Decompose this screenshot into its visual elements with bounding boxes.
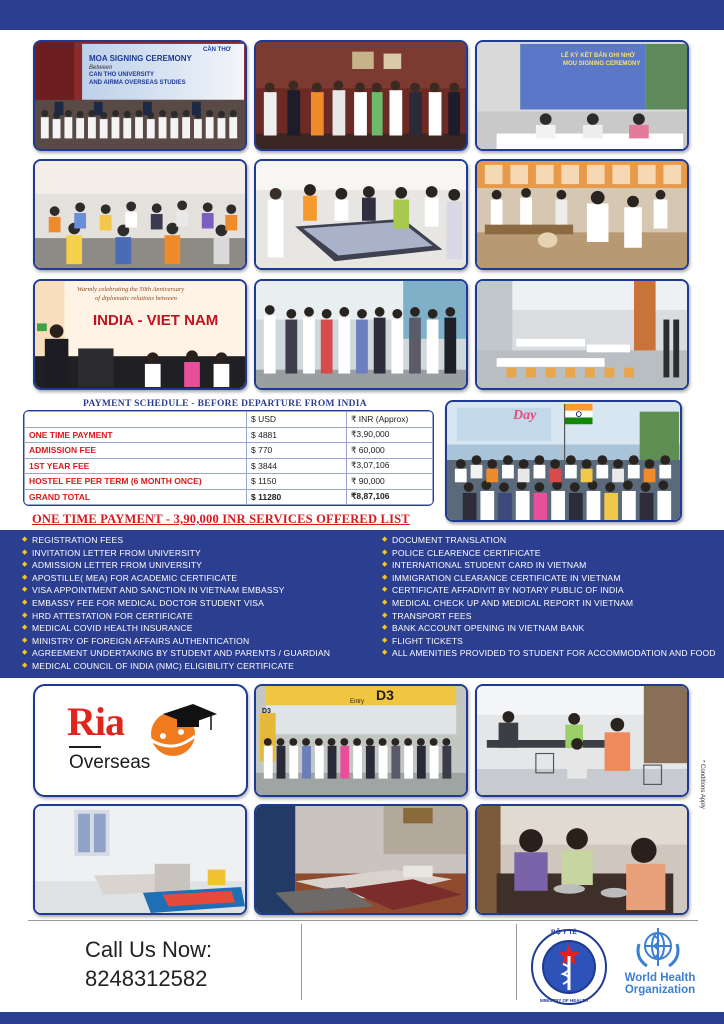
list-item (22, 660, 372, 673)
diamond-bullet-icon: ◆ (382, 586, 388, 594)
who-line2: Organization (624, 984, 696, 996)
list-item (382, 635, 716, 648)
service-label: BANK ACCOUNT OPENING IN VIETNAM BANK (392, 623, 585, 634)
list-item (22, 647, 372, 660)
diamond-bullet-icon: ◆ (22, 536, 28, 543)
payment-row-label: HOSTEL FEE PER TERM (6 MONTH ONCE) (25, 474, 247, 490)
payment-row-inr: ₹ 60,000 (347, 443, 433, 459)
photo-students-eating (475, 804, 689, 915)
photo-d3-entry-group (254, 684, 468, 797)
diamond-bullet-icon: ◆ (382, 649, 388, 657)
list-item (22, 534, 372, 547)
payment-row-usd: $ 1150 (247, 474, 347, 490)
payment-row-inr: ₹3,07,106 (347, 458, 433, 474)
moh-top-text: BỘ Y TẾ (551, 929, 577, 936)
photo-canteen-hall (475, 279, 689, 390)
photo-anniversary-event (33, 279, 247, 390)
service-label: TRANSPORT FEES (392, 610, 472, 621)
photo-official-group (254, 40, 468, 151)
payment-row (25, 458, 433, 474)
payment-row-label: ONE TIME PAYMENT (25, 427, 247, 443)
logo-ria-text: Ria (67, 699, 124, 744)
list-item (22, 610, 372, 623)
payment-total-usd: $ 11280 (247, 489, 347, 505)
payment-row-label: ADMISSION FEE (25, 443, 247, 459)
payment-row-inr: ₹ 90,000 (347, 474, 433, 490)
photo-lab (475, 159, 689, 270)
diamond-bullet-icon: ◆ (382, 611, 388, 619)
payment-row-usd: $ 4881 (247, 427, 347, 443)
diamond-bullet-icon: ◆ (22, 548, 28, 556)
service-label: REGISTRATION FEES (32, 535, 124, 545)
photo-flag-day-group (445, 400, 682, 522)
logo-overseas-text: Overseas (69, 752, 151, 773)
service-label: ADMISSION LETTER FROM UNIVERSITY (32, 560, 203, 571)
service-label: POLICE CLEARENCE CERTIFICATE (392, 547, 541, 558)
moa-banner-line1: CAN THO UNIVERSITY (89, 72, 155, 78)
diamond-bullet-icon: ◆ (22, 636, 28, 644)
payment-row-usd: $ 3844 (247, 458, 347, 474)
service-label: FLIGHT TICKETS (392, 635, 464, 646)
payment-row-inr: ₹3,90,000 (347, 427, 433, 443)
services-list-left (22, 534, 372, 673)
photo-campus-group (254, 279, 468, 390)
footer-vertical-divider (301, 924, 302, 1000)
photo-mou-ceremony (475, 40, 689, 151)
graduation-cap-icon (143, 698, 217, 760)
list-item (22, 597, 372, 610)
payment-table (23, 410, 434, 506)
diamond-bullet-icon: ◆ (22, 661, 28, 669)
service-label: MEDICAL COVID HEALTH INSURANCE (32, 623, 193, 634)
payment-row-usd: $ 770 (247, 443, 347, 459)
services-panel (0, 530, 724, 678)
diamond-bullet-icon: ◆ (382, 573, 388, 581)
day-banner-text: Day (513, 408, 537, 423)
photo-classroom (33, 159, 247, 270)
anniversary-line3: INDIA - VIET NAM (93, 312, 219, 329)
diamond-bullet-icon: ◆ (382, 561, 388, 569)
service-label: MEDICAL CHECK UP AND MEDICAL REPORT IN VIETNAM (392, 597, 634, 608)
list-item (22, 584, 372, 597)
payment-total-label: GRAND TOTAL (25, 489, 247, 505)
footer-vertical-divider (516, 924, 517, 1000)
phone-number-link[interactable]: 8248312582 (85, 966, 208, 991)
list-item (382, 610, 716, 623)
d3-sign-prefix: D3 (262, 708, 271, 715)
anniversary-line1: Warmly celebrating the 50th Anniversary (77, 286, 185, 293)
service-label: MEDICAL COUNCIL OF INDIA (NMC) ELIGIBILITY CERTIFICATE (32, 660, 294, 671)
diamond-bullet-icon: ◆ (22, 611, 28, 619)
list-item (22, 622, 372, 635)
d3-sign-main: D3 (376, 687, 394, 703)
diamond-bullet-icon: ◆ (382, 624, 388, 632)
service-label: HRD ATTESTATION FOR CERTIFICATE (32, 610, 193, 621)
bottom-band (0, 1012, 724, 1024)
service-label: MINISTRY OF FOREIGN AFFAIRS AUTHENTICATION (32, 635, 250, 646)
service-label: INVITATION LETTER FROM UNIVERSITY (32, 547, 201, 558)
service-label: ALL AMENITIES PROVIDED TO STUDENT FOR ACCOMMODATION AND FOOD (392, 648, 716, 659)
payment-row (25, 474, 433, 490)
ministry-of-health-emblem-icon (530, 928, 608, 1006)
service-label: CERTIFICATE AFFADIVIT BY NOTARY PUBLIC OF INDIA (392, 585, 624, 596)
service-label: AGREEMENT UNDERTAKING BY STUDENT AND PARENTS / GUARDIAN (32, 648, 331, 659)
list-item (382, 622, 716, 635)
diamond-bullet-icon: ◆ (22, 598, 28, 606)
payment-row-label: 1ST YEAR FEE (25, 458, 247, 474)
d3-sign-entry: Entry (350, 699, 365, 705)
moa-banner-line2: AND AIRMA OVERSEAS STUDIES (89, 80, 186, 86)
conditions-apply-note: * Conditions Apply (699, 760, 705, 809)
moa-banner-brand: CẦN THƠ (203, 47, 231, 53)
top-band (0, 0, 724, 30)
payment-total-row (25, 489, 433, 505)
list-item (382, 584, 716, 597)
payment-header-row (25, 412, 433, 428)
services-list-right (382, 534, 716, 660)
moa-banner-between: Between (89, 65, 113, 71)
photo-hostel-room (33, 804, 247, 915)
diamond-bullet-icon: ◆ (382, 536, 388, 543)
payment-title: PAYMENT SCHEDULE - BEFORE DEPARTURE FROM INDIA (83, 399, 367, 409)
who-name (618, 972, 702, 996)
service-label: INTERNATIONAL STUDENT CARD IN VIETNAM (392, 560, 587, 571)
list-item (382, 572, 716, 585)
photo-dining-room (475, 684, 689, 797)
diamond-bullet-icon: ◆ (22, 624, 28, 632)
payment-total-inr: ₹8,87,106 (347, 489, 433, 505)
payment-row (25, 427, 433, 443)
list-item (382, 547, 716, 560)
payment-header-usd: $ USD (247, 412, 347, 428)
list-item (382, 647, 716, 660)
service-label: EMBASSY FEE FOR MEDICAL DOCTOR STUDENT VISA (32, 597, 264, 608)
list-item (382, 559, 716, 572)
diamond-bullet-icon: ◆ (382, 548, 388, 556)
service-label: APOSTILLE( MEA) FOR ACADEMIC CERTIFICATE (32, 572, 238, 583)
anniversary-line2: of diplomatic relations between (95, 295, 177, 302)
payment-header-inr: ₹ INR (Approx) (347, 412, 433, 428)
list-item (22, 635, 372, 648)
who-emblem-icon (631, 924, 685, 970)
photo-moa-signing (33, 40, 247, 151)
list-item (382, 534, 716, 547)
who-line1: World Health (624, 972, 696, 984)
list-item (22, 572, 372, 585)
services-title: ONE TIME PAYMENT - 3,90,000 INR SERVICES OFFERED LIST (32, 512, 410, 526)
diamond-bullet-icon: ◆ (382, 598, 388, 606)
moh-bottom-text: MINISTRY OF HEALTH (540, 998, 588, 1003)
diamond-bullet-icon: ◆ (22, 586, 28, 594)
mou-screen-line1: LỄ KÝ KẾT BẢN GHI NHỚ (561, 53, 635, 59)
diamond-bullet-icon: ◆ (22, 561, 28, 569)
list-item (382, 597, 716, 610)
footer-divider (28, 920, 698, 921)
mou-screen-line2: MOU SIGNING CEREMONY (563, 61, 641, 67)
payment-header-label (25, 412, 247, 428)
service-label: DOCUMENT TRANSLATION (392, 535, 507, 545)
service-label: VISA APPOINTMENT AND SANCTION IN VIETNAM EMBASSY (32, 585, 285, 596)
service-label: IMMIGRATION CLEARANCE CERTIFICATE IN VIETNAM (392, 572, 621, 583)
photo-anatomy-table (254, 159, 468, 270)
list-item (22, 559, 372, 572)
diamond-bullet-icon: ◆ (22, 573, 28, 581)
payment-row (25, 443, 433, 459)
moa-banner-title: MOA SIGNING CEREMONY (89, 54, 192, 63)
list-item (22, 547, 372, 560)
diamond-bullet-icon: ◆ (382, 636, 388, 644)
photo-bedroom (254, 804, 468, 915)
diamond-bullet-icon: ◆ (22, 649, 28, 657)
logo-divider (69, 746, 101, 748)
ria-overseas-logo-card (33, 684, 248, 797)
call-us-label: Call Us Now: (85, 937, 213, 962)
